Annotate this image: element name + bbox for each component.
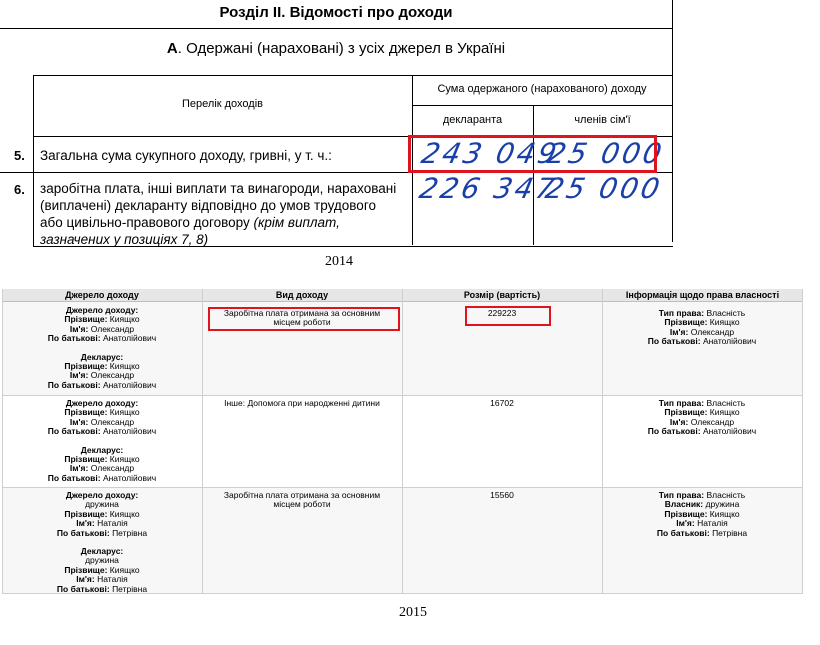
col-income-list: Перелік доходів [182, 98, 263, 110]
income-amount: 229223 [487, 308, 517, 318]
table-row: Джерело доходу: дружина Прізвище: Киящко Ім'я: Наталія По батькові: Петрівна Декларус: дружина Прізвище: Киящко Ім'я: Наталія По батькові: Петрівна [56, 490, 148, 594]
part-title: А. Одержані (нараховані) з усіх джерел в Україні [166, 40, 506, 57]
divider [2, 395, 803, 396]
income-type: Інше: Допомога при народженні дитини [224, 398, 380, 408]
ownership-info: Тип права: Власність Прізвище: Киящко Ім'я: Олександр По батькові: Анатолійович [647, 398, 757, 437]
income-type: Заробітна плата отримана за основним місцем роботи [223, 490, 381, 510]
divider [202, 289, 203, 594]
ownership-info: Тип права: Власність Власник: дружина Прізвище: Киящко Ім'я: Наталія По батькові: Петрівна [656, 490, 748, 538]
row-label: Загальна сума сукупного доходу, гривні, у т. ч.: [40, 148, 332, 163]
divider [402, 289, 403, 594]
caption-2015: 2015 [399, 605, 427, 620]
col-amount-header: Сума одержаного (нарахованого) доходу [437, 83, 647, 95]
col-declarant: декларанта [442, 114, 503, 126]
table-row: Джерело доходу: Прізвище: Киящко Ім'я: Олександр По батькові: Анатолійович Декларус: Прізвище: Киящко Ім'я: Олександр По батькові: Анатолійович [47, 398, 157, 483]
divider [412, 105, 672, 106]
divider [802, 289, 803, 594]
divider [0, 28, 672, 29]
section-title: Розділ ІІ. Відомості про доходи [219, 4, 453, 21]
header-source: Джерело доходу [2, 289, 202, 302]
income-type: Заробітна плата отримана за основним місцем роботи [223, 308, 381, 328]
highlight-box [465, 306, 551, 326]
divider [2, 487, 803, 488]
header-type: Вид доходу [202, 289, 402, 302]
income-amount: 16702 [490, 398, 514, 408]
handwritten-declarant-salary: 226 347 [416, 172, 561, 205]
declaration-form-2014 [0, 0, 673, 247]
row-label: заробітна плата, інші виплати та винагороди, нараховані (виплачені) декларанту відповідно до умов трудового або цивільно-правового договору (крім виплат, зазначених у позиціях 7, 8) [40, 181, 397, 247]
header-amount: Розмір (вартість) [402, 289, 602, 302]
income-table-2015 [2, 289, 803, 594]
row-number: 5. [14, 148, 25, 163]
highlight-box [408, 135, 657, 173]
caption-2014: 2014 [325, 254, 353, 269]
highlight-box [208, 307, 400, 331]
handwritten-family-total: 25 000 [544, 137, 668, 170]
income-amount: 15560 [490, 490, 514, 500]
row-number: 6. [14, 182, 25, 197]
handwritten-family-salary: 25 000 [542, 172, 666, 205]
header-ownership: Інформація щодо права власності [602, 289, 803, 302]
ownership-info: Тип права: Власність Прізвище: Киящко Ім'я: Олександр По батькові: Анатолійович [647, 308, 757, 347]
col-family: членів сім'ї [574, 114, 631, 126]
table-row: Джерело доходу: Прізвище: Киящко Ім'я: Олександр По батькові: Анатолійович Декларус: Прізвище: Киящко Ім'я: Олександр По батькові: Анатолійович [47, 305, 157, 390]
handwritten-declarant-total: 243 049 [418, 137, 563, 170]
